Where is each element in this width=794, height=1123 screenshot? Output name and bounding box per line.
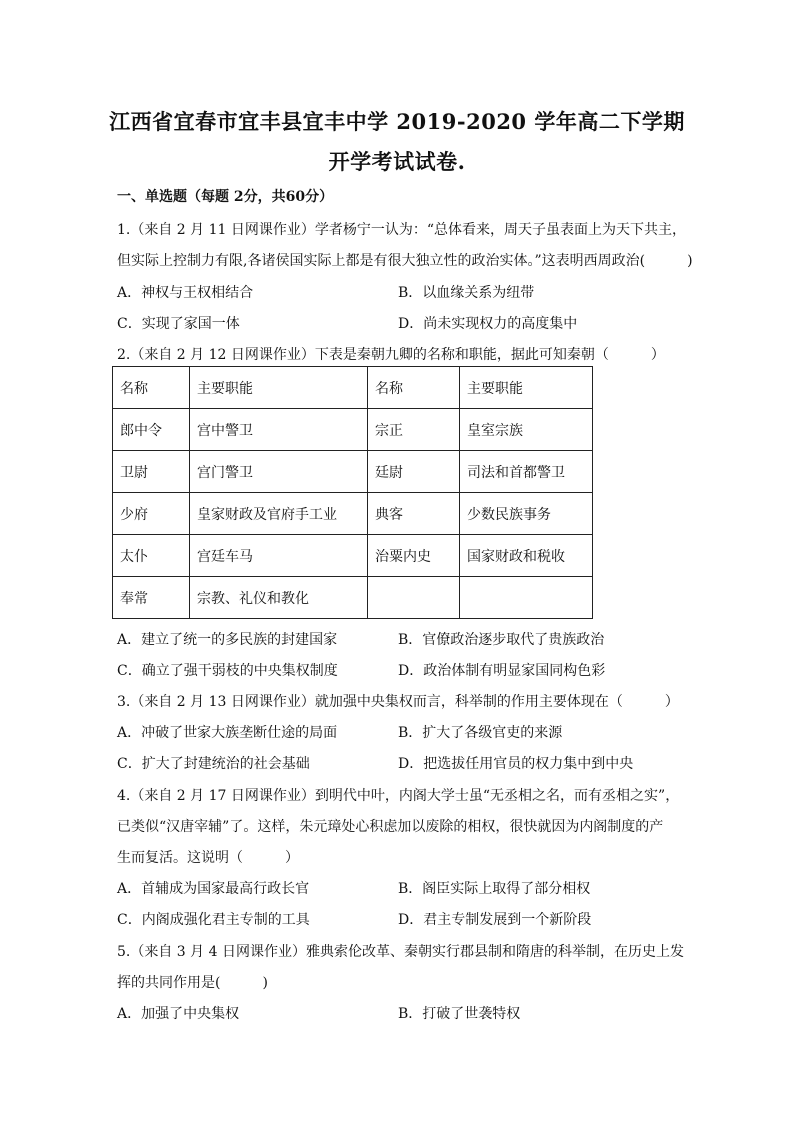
table-cell: 主要职能 xyxy=(460,367,593,409)
q3-stem-line1: 3.（来自 2 月 13 日网课作业）就加强中央集权而言，科举制的作用主要体现在（ ） xyxy=(117,694,679,710)
table-cell: 宫廷车马 xyxy=(190,535,368,577)
q1-option-c: C．实现了家国一体 xyxy=(117,316,240,332)
q5-option-a: A．加强了中央集权 xyxy=(117,1006,240,1022)
table-row xyxy=(113,577,593,619)
table-cell: 治粟内史 xyxy=(368,535,460,577)
table-cell: 典客 xyxy=(368,493,460,535)
q2-option-a: A．建立了统一的多民族的封建国家 xyxy=(117,632,338,648)
q3-option-b: B．扩大了各级官吏的来源 xyxy=(398,725,563,741)
exam-title-line2: 开学考试试卷. xyxy=(328,149,466,174)
q2-stem-line1: 2.（来自 2 月 12 日网课作业）下表是秦朝九卿的名称和职能，据此可知秦朝（ ） xyxy=(117,347,665,363)
table-cell: 名称 xyxy=(113,367,190,409)
table-cell: 宗教、礼仪和教化 xyxy=(190,577,368,619)
table-cell: 廷尉 xyxy=(368,451,460,493)
table-cell: 奉常 xyxy=(113,577,190,619)
q1-stem-line1: 1.（来自 2 月 11 日网课作业）学者杨宁一认为：“总体看来，周天子虽表面上为天下共主， xyxy=(117,222,687,238)
table-cell xyxy=(368,577,460,619)
table-cell: 皇家财政及官府手工业 xyxy=(190,493,368,535)
section-heading: 一、单选题（每题 2分，共60分） xyxy=(117,189,334,205)
table-cell: 宗正 xyxy=(368,409,460,451)
q4-option-d: D．君主专制发展到一个新阶段 xyxy=(398,912,592,928)
q2-option-b: B．官僚政治逐步取代了贵族政治 xyxy=(398,632,605,648)
q1-stem-line2: 但实际上控制力有限,各诸侯国实际上都是有很大独立性的政治实体。”这表明西周政治( ) xyxy=(117,253,693,269)
table-row xyxy=(113,535,593,577)
q5-stem-line2: 挥的共同作用是( ) xyxy=(117,975,268,991)
q5-option-b: B．打破了世袭特权 xyxy=(398,1006,521,1022)
nine-ministers-table xyxy=(112,366,593,619)
table-cell: 宫门警卫 xyxy=(190,451,368,493)
table-cell xyxy=(460,577,593,619)
table-row xyxy=(113,451,593,493)
table-cell: 卫尉 xyxy=(113,451,190,493)
q4-stem-line3: 生而复活。这说明（ ） xyxy=(117,850,299,866)
q4-option-a: A．首辅成为国家最高行政长官 xyxy=(117,881,310,897)
q2-option-c: C．确立了强干弱枝的中央集权制度 xyxy=(117,663,338,679)
table-cell: 宫中警卫 xyxy=(190,409,368,451)
table-cell: 郎中令 xyxy=(113,409,190,451)
table-cell: 主要职能 xyxy=(190,367,368,409)
table-row xyxy=(113,409,593,451)
q5-stem-line1: 5.（来自 3 月 4 日网课作业）雅典索伦改革、秦朝实行郡县制和隋唐的科举制，在历史上发 xyxy=(117,944,684,960)
table-cell: 皇室宗族 xyxy=(460,409,593,451)
table-cell: 司法和首都警卫 xyxy=(460,451,593,493)
table-cell: 太仆 xyxy=(113,535,190,577)
table-row xyxy=(113,493,593,535)
q2-option-d: D．政治体制有明显家国同构色彩 xyxy=(398,663,606,679)
q1-option-a: A．神权与王权相结合 xyxy=(117,285,254,301)
table-cell: 少府 xyxy=(113,493,190,535)
q3-option-d: D．把选拔任用官员的权力集中到中央 xyxy=(398,756,634,772)
table-cell: 国家财政和税收 xyxy=(460,535,593,577)
q4-stem-line2: 已类似“汉唐宰辅”了。这样，朱元璋处心积虑加以废除的相权，很快就因为内阁制度的产 xyxy=(117,819,664,835)
q3-option-a: A．冲破了世家大族垄断仕途的局面 xyxy=(117,725,338,741)
exam-title-line1: 江西省宜春市宜丰县宜丰中学 2019-2020 学年高二下学期 xyxy=(109,109,685,134)
table-cell: 少数民族事务 xyxy=(460,493,593,535)
q4-option-b: B．阁臣实际上取得了部分相权 xyxy=(398,881,591,897)
table-cell: 名称 xyxy=(368,367,460,409)
q1-option-b: B．以血缘关系为纽带 xyxy=(398,285,535,301)
q3-option-c: C．扩大了封建统治的社会基础 xyxy=(117,756,310,772)
q1-option-d: D．尚未实现权力的高度集中 xyxy=(398,316,578,332)
q4-option-c: C．内阁成强化君主专制的工具 xyxy=(117,912,310,928)
q4-stem-line1: 4.（来自 2 月 17 日网课作业）到明代中叶，内阁大学士虽“无丞相之名，而有丞相之实”， xyxy=(117,788,680,804)
table-row xyxy=(113,367,593,409)
